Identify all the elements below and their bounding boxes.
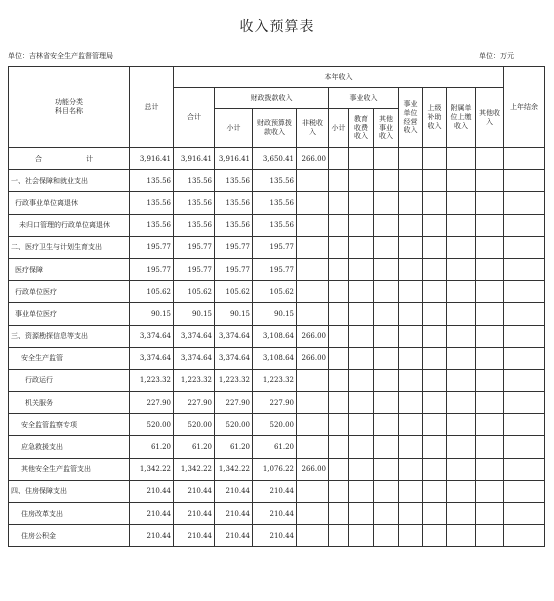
cell-total: 105.62 xyxy=(130,281,174,303)
empty-cell xyxy=(476,258,504,280)
empty-cell xyxy=(476,281,504,303)
empty-cell xyxy=(447,303,476,325)
empty-cell xyxy=(329,148,349,170)
empty-cell xyxy=(349,281,374,303)
empty-cell xyxy=(399,303,423,325)
header-edu: 教育收费收入 xyxy=(349,109,374,148)
empty-cell xyxy=(423,458,447,480)
empty-cell xyxy=(504,458,545,480)
empty-cell xyxy=(447,192,476,214)
header-business: 事业收入 xyxy=(329,88,399,109)
empty-cell xyxy=(504,214,545,236)
cell-sum: 105.62 xyxy=(174,281,215,303)
empty-cell xyxy=(399,192,423,214)
cell-fiscal-sub: 227.90 xyxy=(215,392,253,414)
table-row xyxy=(9,303,545,325)
row-name: 一、社会保障和就业支出 xyxy=(9,170,130,192)
cell-total: 210.44 xyxy=(130,480,174,502)
empty-cell xyxy=(349,303,374,325)
empty-cell xyxy=(423,414,447,436)
row-name: 安全监管监察专项 xyxy=(9,414,130,436)
cell-total: 61.20 xyxy=(130,436,174,458)
empty-cell xyxy=(349,480,374,502)
cell-non-tax xyxy=(297,525,329,547)
empty-cell xyxy=(447,525,476,547)
header-upper-grant: 上级补助收入 xyxy=(423,88,447,148)
cell-sum: 1,223.32 xyxy=(174,369,215,391)
cell-fiscal-budget: 210.44 xyxy=(253,525,297,547)
empty-cell xyxy=(329,392,349,414)
empty-cell xyxy=(476,236,504,258)
empty-cell xyxy=(399,347,423,369)
cell-fiscal-sub: 105.62 xyxy=(215,281,253,303)
empty-cell xyxy=(476,369,504,391)
cell-total: 520.00 xyxy=(130,414,174,436)
cell-fiscal-sub: 1,223.32 xyxy=(215,369,253,391)
empty-cell xyxy=(374,436,399,458)
empty-cell xyxy=(447,325,476,347)
empty-cell xyxy=(476,192,504,214)
header-other: 其他收入 xyxy=(476,88,504,148)
cell-total: 1,223.32 xyxy=(130,369,174,391)
cell-fiscal-sub: 135.56 xyxy=(215,192,253,214)
table-body xyxy=(9,148,545,547)
cell-total: 135.56 xyxy=(130,170,174,192)
cell-fiscal-budget: 3,108.64 xyxy=(253,325,297,347)
header-total: 总计 xyxy=(130,67,174,148)
empty-cell xyxy=(476,436,504,458)
empty-cell xyxy=(374,325,399,347)
empty-cell xyxy=(476,525,504,547)
cell-fiscal-sub: 210.44 xyxy=(215,503,253,525)
empty-cell xyxy=(504,258,545,280)
empty-cell xyxy=(349,258,374,280)
empty-cell xyxy=(374,392,399,414)
empty-cell xyxy=(399,236,423,258)
row-name: 医疗保障 xyxy=(9,258,130,280)
empty-cell xyxy=(423,347,447,369)
empty-cell xyxy=(349,369,374,391)
empty-cell xyxy=(447,148,476,170)
empty-cell xyxy=(447,170,476,192)
header-func: 功能分类 科目名称 xyxy=(9,67,130,148)
cell-fiscal-budget: 210.44 xyxy=(253,503,297,525)
header-fiscal-sub: 小计 xyxy=(215,109,253,148)
empty-cell xyxy=(476,214,504,236)
cell-total: 3,916.41 xyxy=(130,148,174,170)
empty-cell xyxy=(423,325,447,347)
empty-cell xyxy=(349,325,374,347)
empty-cell xyxy=(329,347,349,369)
empty-cell xyxy=(349,525,374,547)
table-row xyxy=(9,192,545,214)
row-name: 二、医疗卫生与计划生育支出 xyxy=(9,236,130,258)
cell-fiscal-budget: 227.90 xyxy=(253,392,297,414)
row-name: 其他安全生产监管支出 xyxy=(9,458,130,480)
header-row-1 xyxy=(9,67,545,88)
empty-cell xyxy=(423,236,447,258)
empty-cell xyxy=(447,258,476,280)
empty-cell xyxy=(423,436,447,458)
empty-cell xyxy=(349,170,374,192)
empty-cell xyxy=(504,392,545,414)
empty-cell xyxy=(374,303,399,325)
header-non-tax: 非税收入 xyxy=(297,109,329,148)
row-name: 行政单位医疗 xyxy=(9,281,130,303)
empty-cell xyxy=(374,192,399,214)
empty-cell xyxy=(374,525,399,547)
cell-fiscal-budget: 210.44 xyxy=(253,480,297,502)
cell-fiscal-sub: 195.77 xyxy=(215,258,253,280)
cell-fiscal-budget: 90.15 xyxy=(253,303,297,325)
cell-fiscal-budget: 520.00 xyxy=(253,414,297,436)
empty-cell xyxy=(399,525,423,547)
empty-cell xyxy=(329,436,349,458)
empty-cell xyxy=(399,148,423,170)
empty-cell xyxy=(349,458,374,480)
empty-cell xyxy=(329,458,349,480)
empty-cell xyxy=(349,503,374,525)
empty-cell xyxy=(504,281,545,303)
empty-cell xyxy=(399,480,423,502)
empty-cell xyxy=(329,281,349,303)
header-business-sub: 小计 xyxy=(329,109,349,148)
empty-cell xyxy=(476,480,504,502)
cell-non-tax: 266.00 xyxy=(297,325,329,347)
empty-cell xyxy=(374,170,399,192)
page-title: 收入预算表 xyxy=(239,19,315,35)
table-row xyxy=(9,414,545,436)
empty-cell xyxy=(476,414,504,436)
cell-sum: 3,374.64 xyxy=(174,347,215,369)
empty-cell xyxy=(447,281,476,303)
empty-cell xyxy=(329,170,349,192)
empty-cell xyxy=(329,192,349,214)
empty-cell xyxy=(329,369,349,391)
empty-cell xyxy=(349,436,374,458)
cell-non-tax: 266.00 xyxy=(297,458,329,480)
table-row xyxy=(9,503,545,525)
table-row xyxy=(9,525,545,547)
cell-total: 1,342.22 xyxy=(130,458,174,480)
empty-cell xyxy=(447,236,476,258)
cell-fiscal-sub: 3,374.64 xyxy=(215,325,253,347)
cell-fiscal-budget: 135.56 xyxy=(253,214,297,236)
empty-cell xyxy=(504,369,545,391)
cell-fiscal-sub: 1,342.22 xyxy=(215,458,253,480)
cell-fiscal-budget: 105.62 xyxy=(253,281,297,303)
empty-cell xyxy=(399,214,423,236)
empty-cell xyxy=(399,458,423,480)
cell-non-tax xyxy=(297,369,329,391)
cell-non-tax xyxy=(297,236,329,258)
cell-sum: 135.56 xyxy=(174,214,215,236)
empty-cell xyxy=(504,347,545,369)
cell-total: 227.90 xyxy=(130,392,174,414)
cell-fiscal-budget: 61.20 xyxy=(253,436,297,458)
empty-cell xyxy=(423,503,447,525)
table-row xyxy=(9,281,545,303)
cell-total: 90.15 xyxy=(130,303,174,325)
empty-cell xyxy=(447,480,476,502)
cell-total: 195.77 xyxy=(130,236,174,258)
cell-non-tax: 266.00 xyxy=(297,347,329,369)
cell-fiscal-sub: 90.15 xyxy=(215,303,253,325)
cell-non-tax xyxy=(297,392,329,414)
empty-cell xyxy=(374,281,399,303)
empty-cell xyxy=(399,258,423,280)
empty-cell xyxy=(476,170,504,192)
empty-cell xyxy=(447,347,476,369)
row-name: 四、住房保障支出 xyxy=(9,480,130,502)
empty-cell xyxy=(504,503,545,525)
cell-non-tax xyxy=(297,480,329,502)
empty-cell xyxy=(476,325,504,347)
empty-cell xyxy=(329,325,349,347)
empty-cell xyxy=(447,503,476,525)
empty-cell xyxy=(329,503,349,525)
cell-fiscal-budget: 3,108.64 xyxy=(253,347,297,369)
cell-fiscal-budget: 1,076.22 xyxy=(253,458,297,480)
empty-cell xyxy=(423,192,447,214)
empty-cell xyxy=(399,414,423,436)
cell-non-tax xyxy=(297,170,329,192)
table-row xyxy=(9,347,545,369)
cell-total: 195.77 xyxy=(130,258,174,280)
empty-cell xyxy=(504,480,545,502)
empty-cell xyxy=(476,503,504,525)
row-name: 安全生产监管 xyxy=(9,347,130,369)
cell-sum: 135.56 xyxy=(174,170,215,192)
empty-cell xyxy=(476,148,504,170)
empty-cell xyxy=(447,414,476,436)
cell-sum: 61.20 xyxy=(174,436,215,458)
cell-non-tax xyxy=(297,281,329,303)
empty-cell xyxy=(374,369,399,391)
empty-cell xyxy=(423,369,447,391)
empty-cell xyxy=(349,214,374,236)
empty-cell xyxy=(504,236,545,258)
cell-sum: 195.77 xyxy=(174,258,215,280)
row-name: 应急救援支出 xyxy=(9,436,130,458)
row-name: 未归口管理的行政单位离退休 xyxy=(9,214,130,236)
table-row xyxy=(9,480,545,502)
cell-non-tax xyxy=(297,503,329,525)
empty-cell xyxy=(329,480,349,502)
cell-fiscal-budget: 3,650.41 xyxy=(253,148,297,170)
empty-cell xyxy=(399,436,423,458)
cell-non-tax xyxy=(297,436,329,458)
empty-cell xyxy=(476,392,504,414)
cell-non-tax xyxy=(297,303,329,325)
empty-cell xyxy=(349,192,374,214)
empty-cell xyxy=(374,503,399,525)
row-name: 行政事业单位离退休 xyxy=(9,192,130,214)
empty-cell xyxy=(374,347,399,369)
empty-cell xyxy=(476,303,504,325)
cell-total: 135.56 xyxy=(130,192,174,214)
cell-fiscal-budget: 135.56 xyxy=(253,170,297,192)
cell-sum: 3,374.64 xyxy=(174,325,215,347)
empty-cell xyxy=(504,414,545,436)
empty-cell xyxy=(423,480,447,502)
cell-fiscal-sub: 195.77 xyxy=(215,236,253,258)
cell-fiscal-sub: 3,916.41 xyxy=(215,148,253,170)
cell-sum: 1,342.22 xyxy=(174,458,215,480)
empty-cell xyxy=(329,236,349,258)
empty-cell xyxy=(447,214,476,236)
row-name: 三、资源勘探信息等支出 xyxy=(9,325,130,347)
empty-cell xyxy=(504,192,545,214)
header-affiliated: 附属单位上缴收入 xyxy=(447,88,476,148)
cell-sum: 135.56 xyxy=(174,192,215,214)
empty-cell xyxy=(374,258,399,280)
empty-cell xyxy=(423,258,447,280)
cell-non-tax xyxy=(297,414,329,436)
empty-cell xyxy=(329,303,349,325)
row-name: 住房改革支出 xyxy=(9,503,130,525)
table-row xyxy=(9,369,545,391)
empty-cell xyxy=(374,480,399,502)
row-name: 住房公积金 xyxy=(9,525,130,547)
cell-fiscal-sub: 520.00 xyxy=(215,414,253,436)
cell-total: 210.44 xyxy=(130,525,174,547)
empty-cell xyxy=(374,148,399,170)
cell-fiscal-sub: 61.20 xyxy=(215,436,253,458)
cell-non-tax xyxy=(297,214,329,236)
empty-cell xyxy=(374,414,399,436)
cell-non-tax: 266.00 xyxy=(297,148,329,170)
empty-cell xyxy=(423,392,447,414)
empty-cell xyxy=(447,436,476,458)
empty-cell xyxy=(374,214,399,236)
empty-cell xyxy=(399,281,423,303)
table-row xyxy=(9,325,545,347)
cell-fiscal-budget: 1,223.32 xyxy=(253,369,297,391)
header-fiscal: 财政拨款收入 xyxy=(215,88,329,109)
cell-sum: 3,916.41 xyxy=(174,148,215,170)
cell-fiscal-sub: 135.56 xyxy=(215,170,253,192)
empty-cell xyxy=(476,458,504,480)
unit-label-left: 单位：吉林省安全生产监督管理局 xyxy=(8,52,113,60)
empty-cell xyxy=(447,369,476,391)
empty-cell xyxy=(504,170,545,192)
table-row xyxy=(9,258,545,280)
row-name: 事业单位医疗 xyxy=(9,303,130,325)
empty-cell xyxy=(504,148,545,170)
empty-cell xyxy=(399,369,423,391)
header-this-year: 本年收入 xyxy=(174,67,504,88)
header-other-business: 其他事业收入 xyxy=(374,109,399,148)
empty-cell xyxy=(329,258,349,280)
empty-cell xyxy=(423,303,447,325)
table-row xyxy=(9,214,545,236)
empty-cell xyxy=(504,436,545,458)
cell-fiscal-budget: 135.56 xyxy=(253,192,297,214)
empty-cell xyxy=(423,214,447,236)
header-operating: 事业单位经营收入 xyxy=(399,88,423,148)
row-name: 机关服务 xyxy=(9,392,130,414)
cell-sum: 210.44 xyxy=(174,503,215,525)
cell-total: 135.56 xyxy=(130,214,174,236)
empty-cell xyxy=(423,525,447,547)
empty-cell xyxy=(329,414,349,436)
empty-cell xyxy=(423,148,447,170)
empty-cell xyxy=(349,414,374,436)
empty-cell xyxy=(504,303,545,325)
cell-non-tax xyxy=(297,258,329,280)
empty-cell xyxy=(399,325,423,347)
cell-fiscal-sub: 3,374.64 xyxy=(215,347,253,369)
cell-sum: 520.00 xyxy=(174,414,215,436)
row-name: 合 计 xyxy=(9,148,130,170)
cell-fiscal-budget: 195.77 xyxy=(253,236,297,258)
budget-table xyxy=(8,66,545,547)
table-row xyxy=(9,236,545,258)
empty-cell xyxy=(329,214,349,236)
header-last-year: 上年结余 xyxy=(504,67,545,148)
header-fiscal-budget: 财政预算拨款收入 xyxy=(253,109,297,148)
empty-cell xyxy=(504,325,545,347)
cell-total: 3,374.64 xyxy=(130,347,174,369)
empty-cell xyxy=(374,458,399,480)
empty-cell xyxy=(349,148,374,170)
empty-cell xyxy=(399,170,423,192)
cell-fiscal-sub: 135.56 xyxy=(215,214,253,236)
table-row xyxy=(9,170,545,192)
header-sum: 合计 xyxy=(174,88,215,148)
empty-cell xyxy=(447,458,476,480)
empty-cell xyxy=(349,347,374,369)
cell-sum: 195.77 xyxy=(174,236,215,258)
empty-cell xyxy=(399,503,423,525)
empty-cell xyxy=(476,347,504,369)
cell-non-tax xyxy=(297,192,329,214)
cell-sum: 227.90 xyxy=(174,392,215,414)
empty-cell xyxy=(447,392,476,414)
empty-cell xyxy=(349,392,374,414)
empty-cell xyxy=(329,525,349,547)
empty-cell xyxy=(374,236,399,258)
cell-sum: 210.44 xyxy=(174,525,215,547)
cell-fiscal-sub: 210.44 xyxy=(215,480,253,502)
cell-sum: 90.15 xyxy=(174,303,215,325)
empty-cell xyxy=(504,525,545,547)
empty-cell xyxy=(349,236,374,258)
cell-sum: 210.44 xyxy=(174,480,215,502)
empty-cell xyxy=(423,281,447,303)
cell-fiscal-budget: 195.77 xyxy=(253,258,297,280)
empty-cell xyxy=(423,170,447,192)
cell-total: 3,374.64 xyxy=(130,325,174,347)
table-row xyxy=(9,148,545,170)
row-name: 行政运行 xyxy=(9,369,130,391)
table-row xyxy=(9,392,545,414)
table-row xyxy=(9,436,545,458)
cell-fiscal-sub: 210.44 xyxy=(215,525,253,547)
unit-label-right: 单位：万元 xyxy=(479,52,514,60)
table-row xyxy=(9,458,545,480)
cell-total: 210.44 xyxy=(130,503,174,525)
empty-cell xyxy=(399,392,423,414)
